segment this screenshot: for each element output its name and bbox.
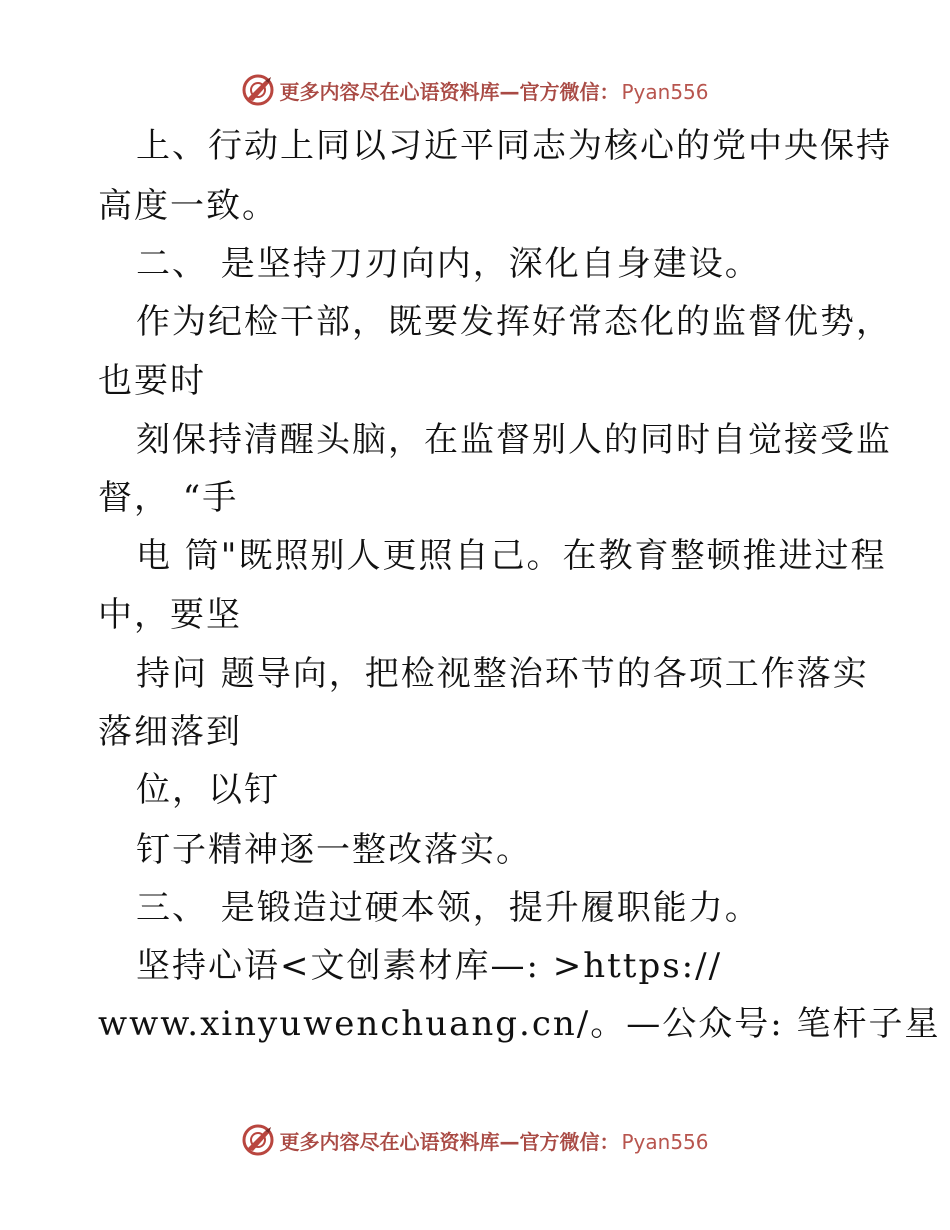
body-line: 中，要坚: [98, 595, 242, 635]
body-line: 三、 是锻造过硬本领，提升履职能力。: [136, 888, 761, 928]
logo-icon: [241, 1123, 275, 1157]
body-line: 持问 题导向，把检视整治环节的各项工作落实: [136, 654, 869, 694]
body-line: 二、 是坚持刀刃向内，深化自身建设。: [136, 244, 761, 284]
body-line: www.xinyuwenchuang.cn/。—公众号: 笔杆子星: [98, 1004, 941, 1044]
body-line: 坚持心语<文创素材库—: >https://: [136, 946, 723, 986]
body-line: 作为纪检干部，既要发挥好常态化的监督优势，: [136, 302, 892, 342]
watermark-text: 更多内容尽在心语资料库—官方微信： Pyan556: [279, 1129, 709, 1154]
body-line: 位，以钉: [136, 770, 280, 810]
body-line: 落细落到: [98, 712, 242, 752]
footer-watermark-banner: [0, 1120, 950, 1160]
wechat-id: Pyan556: [621, 1129, 709, 1154]
wechat-id: Pyan556: [621, 79, 709, 104]
watermark-text: 更多内容尽在心语资料库—官方微信： Pyan556: [279, 79, 709, 104]
body-line: 高度一致。: [98, 186, 278, 226]
body-line: 督， “手: [98, 478, 239, 518]
body-line: 电 筒"既照别人更照自己。在教育整顿推进过程: [136, 536, 887, 576]
body-line: 刻保持清醒头脑，在监督别人的同时自觉接受监: [136, 420, 892, 460]
body-line: 钉子精神逐一整改落实。: [136, 830, 532, 870]
body-line: 上、行动上同以习近平同志为核心的党中央保持: [136, 126, 892, 166]
body-line: 也要时: [98, 361, 206, 401]
